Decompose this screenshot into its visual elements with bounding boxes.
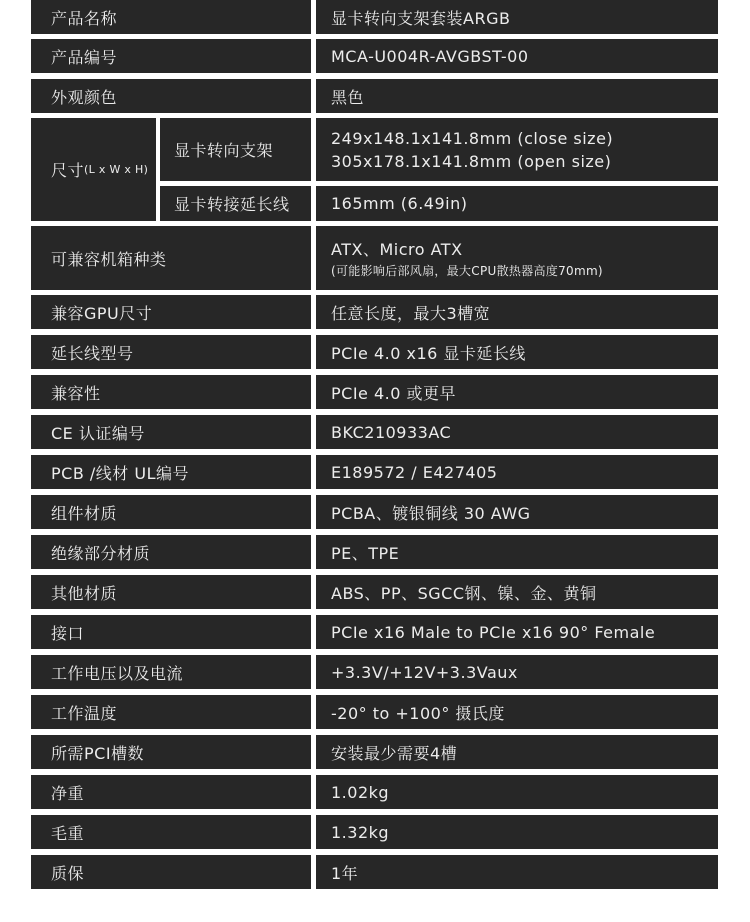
spec-value: 任意长度，最大3槽宽	[316, 295, 718, 329]
spec-value: ABS、PP、SGCC钢、镍、金、黄铜	[316, 575, 718, 609]
spec-value: MCA-U004R-AVGBST-00	[316, 39, 718, 73]
spec-value: E189572 / E427405	[316, 455, 718, 489]
spec-label: 毛重	[31, 815, 311, 849]
spec-label: CE 认证编号	[31, 415, 311, 449]
spec-label: 质保	[31, 855, 311, 889]
spec-value: PE、TPE	[316, 535, 718, 569]
spec-label: 净重	[31, 775, 311, 809]
spec-value: PCIe x16 Male to PCIe x16 90° Female	[316, 615, 718, 649]
spec-value: 1.02kg	[316, 775, 718, 809]
spec-value: PCIe 4.0 x16 显卡延长线	[316, 335, 718, 369]
bracket-label: 显卡转向支架	[160, 118, 311, 181]
size-label-unit: (L x W x H)	[84, 163, 149, 176]
chassis-types: ATX、Micro ATX	[331, 240, 463, 259]
spec-value: PCBA、镀银铜线 30 AWG	[316, 495, 718, 529]
spec-label: 其他材质	[31, 575, 311, 609]
spec-value: 1.32kg	[316, 815, 718, 849]
spec-label: 产品编号	[31, 39, 311, 73]
spec-value: 1年	[316, 855, 718, 889]
spec-value: 黑色	[316, 79, 718, 113]
spec-label: 兼容GPU尺寸	[31, 295, 311, 329]
chassis-note: (可能影响后部风扇，最大CPU散热器高度70mm)	[331, 264, 603, 278]
spec-value: -20° to +100° 摄氏度	[316, 695, 718, 729]
bracket-value	[316, 118, 718, 181]
bracket-open-size: 305x178.1x141.8mm (open size)	[331, 151, 612, 171]
spec-value: BKC210933AC	[316, 415, 718, 449]
size-label	[31, 118, 156, 221]
cable-value: 165mm (6.49in)	[316, 186, 718, 221]
spec-label: 接口	[31, 615, 311, 649]
size-label-text: 尺寸	[51, 161, 85, 180]
spec-value: PCIe 4.0 或更早	[316, 375, 718, 409]
spec-value: 安装最少需要4槽	[316, 735, 718, 769]
spec-value: 显卡转向支架套装ARGB	[316, 0, 718, 34]
chassis-value	[316, 226, 718, 290]
cable-label: 显卡转接延长线	[160, 186, 311, 221]
bracket-close-size: 249x148.1x141.8mm (close size)	[331, 128, 614, 148]
spec-label: 组件材质	[31, 495, 311, 529]
spec-label: 产品名称	[31, 0, 311, 34]
spec-label: 兼容性	[31, 375, 311, 409]
spec-label: 外观颜色	[31, 79, 311, 113]
spec-label: 工作温度	[31, 695, 311, 729]
spec-label: PCB /线材 UL编号	[31, 455, 311, 489]
chassis-label: 可兼容机箱种类	[31, 226, 311, 290]
spec-label: 工作电压以及电流	[31, 655, 311, 689]
spec-label: 绝缘部分材质	[31, 535, 311, 569]
spec-value: +3.3V/+12V+3.3Vaux	[316, 655, 718, 689]
spec-label: 所需PCI槽数	[31, 735, 311, 769]
spec-label: 延长线型号	[31, 335, 311, 369]
